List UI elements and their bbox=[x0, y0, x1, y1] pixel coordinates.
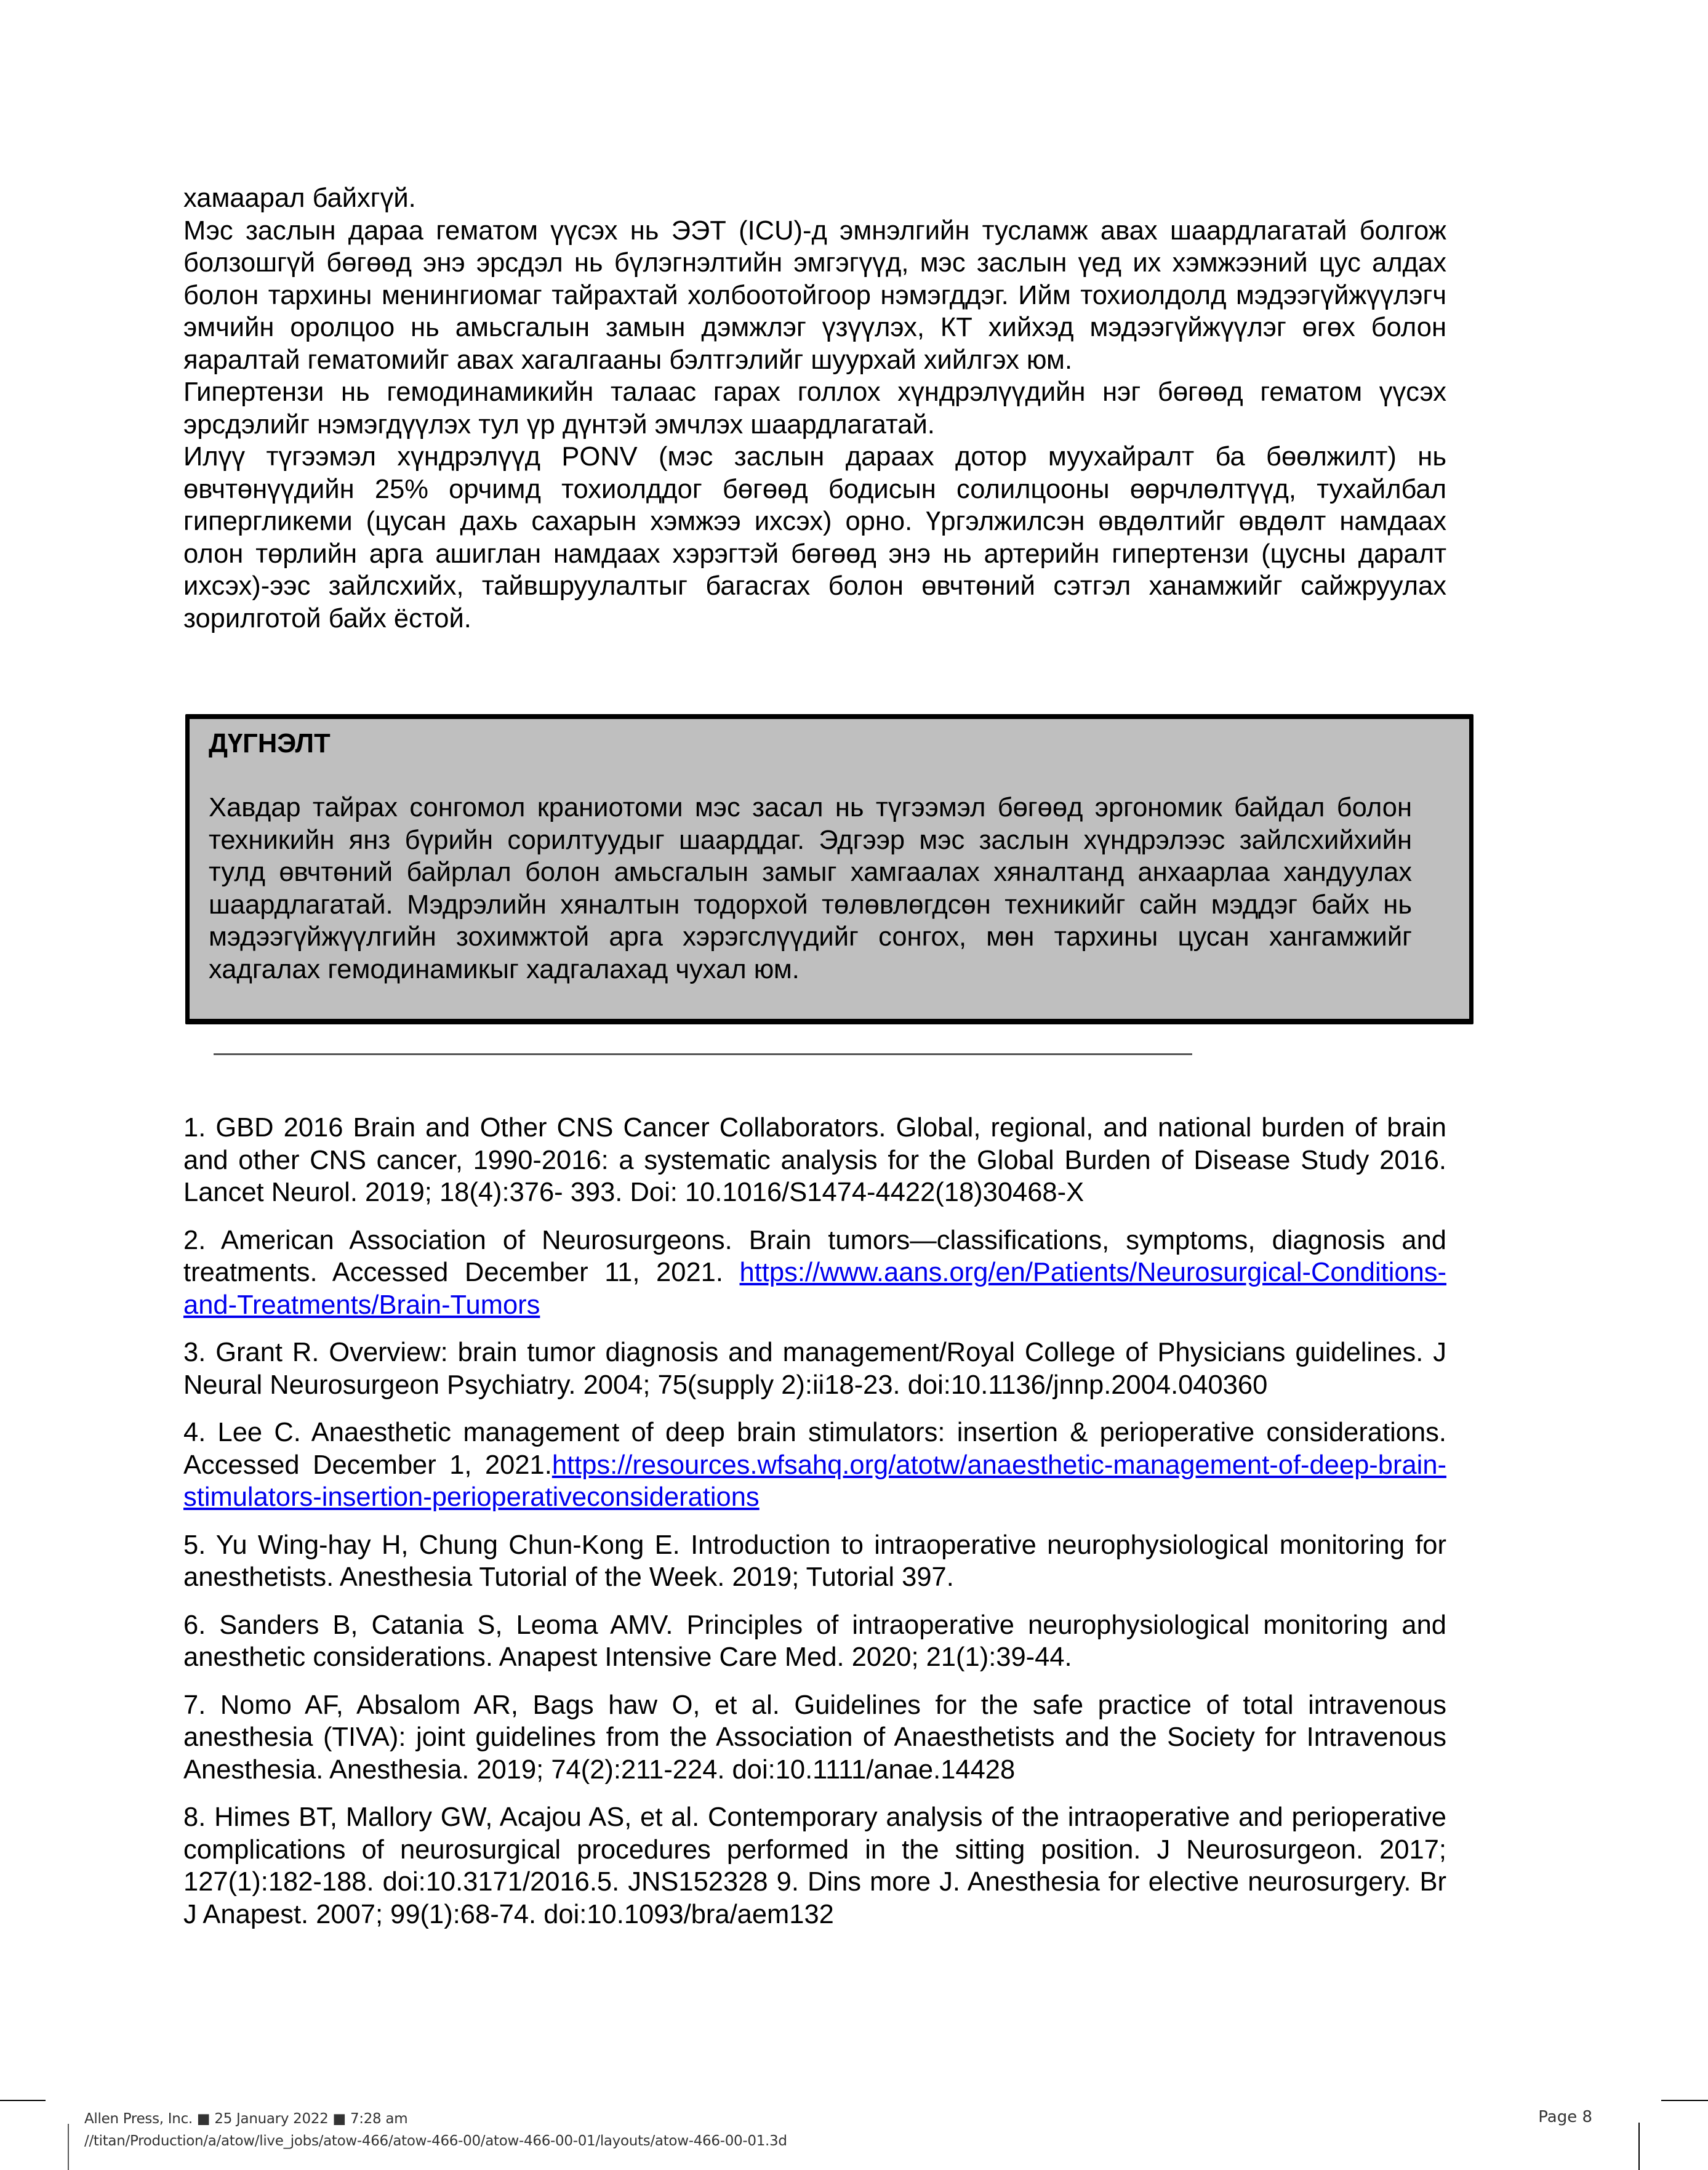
paragraph: Илүү түгээмэл хүндрэлүүд PONV (мэс заслын дараах дотор муухайралт ба бөөлжилт) нь өвчтөнүүдийн 25% орчимд тохиолддог бөгөөд бодисын солилцооны өөрчлөлтүүд, тухайлбал гипергликеми (цусан дахь сахарын хэмжээ ихсэх) орно. Үргэлжилсэн өвдөлтийг өвдөлт намдаах олон төрлийн арга ашиглан намдаах хэрэгтэй бөгөөд энэ нь артерийн гипертензи (цусны даралт ихсэх)-ээс зайлсхийх, тайвшруулалтыг багасгах болон өвчтөний сэтгэл ханамжийг сайжруулах зорилготой байх ёстой. bbox=[183, 442, 1446, 633]
crop-mark-left-vertical bbox=[68, 2124, 69, 2170]
conclusion-heading: ДҮГНЭЛТ bbox=[209, 729, 331, 758]
crop-mark-right-vertical bbox=[1638, 2123, 1640, 2170]
reference-item: 7. Nomo AF, Absalom AR, Bags haw O, et al. Guidelines for the safe practice of total intravenous anesthesia (TIVA): joint guidelines from the Association of Anaesthetists and the Society for Intravenous Anesthesia. Anesthesia. 2019; 74(2):211-224. doi:10.1111/anae.14428 bbox=[183, 1690, 1446, 1785]
page-number: Page 8 bbox=[1538, 2108, 1592, 2126]
body-text bbox=[183, 182, 1446, 635]
paragraph: Гипертензи нь гемодинамикийн талаас гарах голлох хүндрэлүүдийн нэг бөгөөд гематом үүсэх эрсдэлийг нэмэгдүүлэх тул үр дүнтэй эмчлэх шаардлагатай. bbox=[183, 377, 1446, 440]
reference-item: 3. Grant R. Overview: brain tumor diagnosis and management/Royal College of Physicians guidelines. J Neural Neurosurgeon Psychiatry. 2004; 75(supply 2):ii18-23. doi:10.1136/jnnp.2004.040360 bbox=[183, 1338, 1446, 1400]
paragraph: Мэс заслын дараа гематом үүсэх нь ЭЭТ (ICU)-д эмнэлгийн тусламж авах шаардлагатай болгож болзошгүй бөгөөд энэ эрсдэл нь бүлэгнэлтийн эмгэгүүд, мэс заслын үед их хэмжээний цус алдах болон тархины менингиомаг тайрахтай холбоотойгоор нэмэгддэг. Ийм тохиолдолд мэдээгүйжүүлэгч эмчийн оролцоо нь амьсгалын замын дэмжлэг үзүүлэх, КТ хийхэд мэдээгүйжүүлэг өгөх болон яаралтай гематомийг авах хагалгааны бэлтгэлийг шуурхай хийлгэх юм. bbox=[183, 215, 1446, 375]
footer-info bbox=[84, 2108, 787, 2152]
reference-item: 1. GBD 2016 Brain and Other CNS Cancer Collaborators. Global, regional, and national burden of brain and other CNS cancer, 1990-2016: a systematic analysis for the Global Burden of Disease Study 2016. Lancet Neurol. 2019; 18(4):376- 393. Doi: 10.1016/S1474-4422(18)30468-X bbox=[183, 1113, 1446, 1207]
reference-item: 5. Yu Wing-hay H, Chung Chun-Kong E. Introduction to intraoperative neurophysiological monitoring for anesthetists. Anesthesia Tutorial of the Week. 2019; Tutorial 397. bbox=[183, 1530, 1446, 1592]
crop-mark-right-horizontal bbox=[1661, 2100, 1708, 2101]
reference-link[interactable]: https://www.aans.org/en/Patients/Neurosurgical-Conditions-and-Treatments/Brain-Tumors bbox=[183, 1258, 1446, 1320]
reference-item: 2. American Association of Neurosurgeons. Brain tumors—classifications, symptoms, diagnosis and treatments. Accessed December 11, 2021. https://www.aans.org/en/Patients/Neurosurgical-Conditions-and-Treatments/Brain-Tumors bbox=[183, 1225, 1446, 1320]
footer-publisher: Allen Press, Inc. ■ 25 January 2022 ■ 7:28 am bbox=[84, 2111, 408, 2127]
reference-item: 6. Sanders B, Catania S, Leoma AMV. Principles of intraoperative neurophysiological monitoring and anesthetic considerations. Anapest Intensive Care Med. 2020; 21(1):39-44. bbox=[183, 1610, 1446, 1672]
reference-item: 4. Lee C. Anaesthetic management of deep brain stimulators: insertion & perioperative considerations. Accessed December 1, 2021.https://resources.wfsahq.org/atotw/anaesthetic-management-of-deep-brain-stimulators-insertion-perioperativeconsiderations bbox=[183, 1418, 1446, 1512]
reference-link[interactable]: https://resources.wfsahq.org/atotw/anaesthetic-management-of-deep-brain-stimulators-insertion-perioperativeconsiderations bbox=[183, 1450, 1446, 1512]
paragraph: хамаарал байхгүй. bbox=[183, 183, 416, 213]
crop-mark-left-horizontal bbox=[0, 2100, 46, 2101]
conclusion-text: Хавдар тайрах сонгомол краниотоми мэс засал нь түгээмэл бөгөөд эргономик байдал болон техникийн янз бүрийн сорилтуудыг шаарддаг. Эдгээр мэс заслын хүндрэлээс зайлсхийхийн тулд өвчтөний байрлал болон амьсгалын замыг хамгаалах хяналтанд анхаарлаа хандуулах шаардлагатай. Мэдрэлийн хяналтын тодорхой төлөвлөгдсөн техникийг сайн мэддэг байх нь мэдээгүйжүүлгийн зохимжтой арга хэрэгслүүдийг сонгох, мөн тархины цусан хангамжийг хадгалах гемодинамикыг хадгалахад чухал юм. bbox=[209, 793, 1412, 984]
references-list bbox=[183, 1112, 1446, 1946]
reference-item: 8. Himes BT, Mallory GW, Acajou AS, et al. Contemporary analysis of the intraoperative and perioperative complications of neurosurgical procedures performed in the sitting position. J Neurosurgeon. 2017; 127(1):182-188. doi:10.3171/2016.5. JNS152328 9. Dins more J. Anesthesia for elective neurosurgery. Br J Anapest. 2007; 99(1):68-74. doi:10.1093/bra/aem132 bbox=[183, 1802, 1446, 1929]
conclusion-box bbox=[185, 714, 1473, 1024]
footer-path: //titan/Production/a/atow/live_jobs/atow-466/atow-466-00/atow-466-00-01/layouts/atow-466-00-01.3d bbox=[84, 2133, 787, 2149]
section-divider bbox=[214, 1053, 1192, 1055]
